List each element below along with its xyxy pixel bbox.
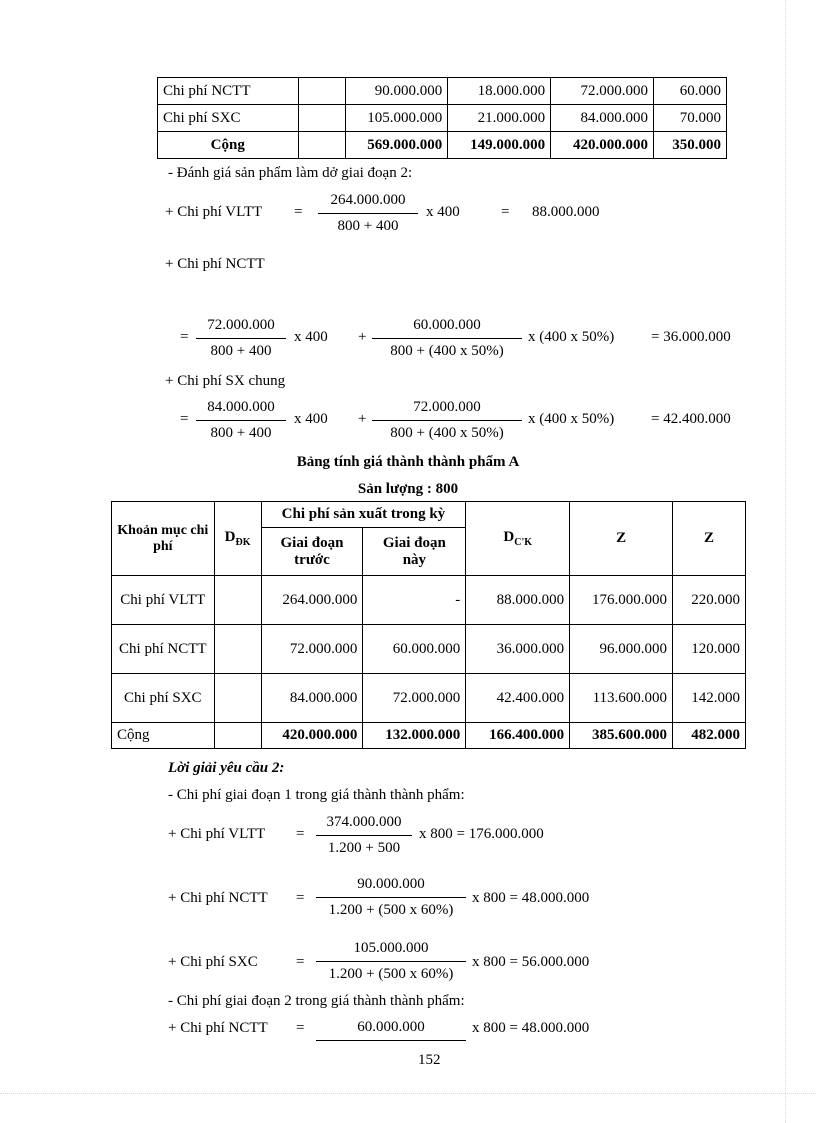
vltt-label: + Chi phí VLTT	[165, 204, 263, 220]
page-edge-right	[785, 0, 786, 1123]
table-row	[158, 78, 727, 105]
multiplier: x (400 x 50%)	[528, 411, 615, 427]
cell	[214, 625, 261, 674]
numerator: 72.000.000	[196, 317, 286, 339]
result: x 800 = 176.000.000	[419, 826, 544, 842]
numerator: 84.000.000	[196, 399, 286, 421]
header-gd-nay: Giai đoạn này	[363, 528, 466, 576]
cell: 166.400.000	[466, 723, 570, 749]
cell: 21.000.000	[448, 105, 551, 132]
cell: 120.000	[673, 625, 746, 674]
denominator: 1.200 + (500 x 60%)	[328, 902, 454, 918]
row-label: Chi phí SXC	[158, 105, 299, 132]
vltt2-label: + Chi phí VLTT	[168, 826, 266, 842]
page-edge-bottom	[0, 1093, 816, 1094]
denominator: 800 + (400 x 50%)	[390, 343, 504, 359]
equals-sign: =	[296, 1020, 305, 1036]
plus-sign: +	[358, 329, 367, 345]
multiplier: x 400	[426, 204, 460, 220]
cell: 350.000	[654, 132, 727, 159]
multiplier: x (400 x 50%)	[528, 329, 615, 345]
result: x 800 = 48.000.000	[472, 1020, 590, 1036]
cell: 105.000.000	[346, 105, 448, 132]
numerator: 374.000.000	[316, 814, 412, 836]
header-z-unit: Z	[673, 502, 746, 576]
numerator: 90.000.000	[316, 876, 466, 898]
page-number: 152	[418, 1052, 441, 1068]
denominator: 1.200 + 500	[327, 840, 401, 856]
equals-sign: =	[296, 826, 305, 842]
cell: 60.000	[654, 78, 727, 105]
cell: 72.000.000	[551, 78, 654, 105]
fraction	[372, 399, 522, 442]
cell: 72.000.000	[363, 674, 466, 723]
cell: 176.000.000	[570, 576, 673, 625]
result: x 800 = 56.000.000	[472, 954, 590, 970]
equals-sign: =	[296, 890, 305, 906]
multiplier: x 400	[294, 411, 328, 427]
result: x 800 = 48.000.000	[472, 890, 590, 906]
fraction	[372, 317, 522, 360]
section2-heading: Lời giải yêu cầu 2:	[168, 760, 285, 776]
fraction	[316, 940, 466, 983]
row-label: Cộng	[112, 723, 215, 749]
cell	[214, 576, 261, 625]
cell: 72.000.000	[261, 625, 363, 674]
denominator: 800 + 400	[337, 218, 399, 234]
sxc-label: + Chi phí SX chung	[165, 373, 286, 389]
plus-sign: +	[358, 411, 367, 427]
cost-table-subtitle: Sản lượng : 800	[357, 481, 459, 497]
table-row-total	[158, 132, 727, 159]
header-cpsx: Chi phí sản xuất trong kỳ	[261, 502, 466, 528]
header-dck: $D_{C'K}$	[466, 502, 570, 576]
cell: 96.000.000	[570, 625, 673, 674]
fraction	[196, 317, 286, 360]
cell: 36.000.000	[466, 625, 570, 674]
result: = 42.400.000	[651, 411, 731, 427]
cell	[214, 674, 261, 723]
fraction	[316, 876, 466, 919]
fraction	[318, 192, 418, 235]
numerator: 60.000.000	[372, 317, 522, 339]
cell: 149.000.000	[448, 132, 551, 159]
numerator: 72.000.000	[372, 399, 522, 421]
denominator: 800 + (400 x 50%)	[390, 425, 504, 441]
result: = 36.000.000	[651, 329, 731, 345]
cell: 84.000.000	[261, 674, 363, 723]
numerator: 264.000.000	[318, 192, 418, 214]
cell: 18.000.000	[448, 78, 551, 105]
multiplier: x 400	[294, 329, 328, 345]
denominator: 800 + 400	[210, 343, 272, 359]
cell: 90.000.000	[346, 78, 448, 105]
cell: -	[363, 576, 466, 625]
cell: 113.600.000	[570, 674, 673, 723]
header-z: Z	[570, 502, 673, 576]
cell: 132.000.000	[363, 723, 466, 749]
cost-table-title: Bảng tính giá thành thành phẩm A	[296, 454, 520, 470]
header-khoan-muc: Khoản mục chi phí	[112, 502, 215, 576]
equals-sign: =	[501, 204, 510, 220]
nctt-label: + Chi phí NCTT	[165, 256, 265, 272]
fraction	[316, 814, 412, 857]
fraction	[196, 399, 286, 442]
cell: 70.000	[654, 105, 727, 132]
row-label: Chi phí NCTT	[112, 625, 215, 674]
header-ddk: $D_{ĐK}$	[214, 502, 261, 576]
nctt3-label: + Chi phí NCTT	[168, 1020, 268, 1036]
result: 88.000.000	[532, 204, 600, 220]
equals-sign: =	[180, 411, 189, 427]
nctt2-label: + Chi phí NCTT	[168, 890, 268, 906]
cell: 264.000.000	[261, 576, 363, 625]
cost-table	[111, 501, 746, 749]
cell: 385.600.000	[570, 723, 673, 749]
table-row	[112, 576, 746, 625]
numerator: 105.000.000	[316, 940, 466, 962]
row-label: Chi phí SXC	[112, 674, 215, 723]
cell: 84.000.000	[551, 105, 654, 132]
cell: 42.400.000	[466, 674, 570, 723]
row-label: Chi phí NCTT	[158, 78, 299, 105]
cell: 142.000	[673, 674, 746, 723]
section-heading: - Đánh giá sản phẩm làm dở giai đoạn 2:	[168, 165, 413, 181]
cell: 420.000.000	[261, 723, 363, 749]
sxc2-label: + Chi phí SXC	[168, 954, 258, 970]
row-label: Cộng	[158, 132, 299, 159]
numerator: 60.000.000	[316, 1019, 466, 1041]
denominator: 800 + 400	[210, 425, 272, 441]
table-row	[112, 625, 746, 674]
fraction	[316, 1019, 466, 1041]
cell: 569.000.000	[346, 132, 448, 159]
cell: 88.000.000	[466, 576, 570, 625]
denominator: 1.200 + (500 x 60%)	[328, 966, 454, 982]
equals-sign: =	[296, 954, 305, 970]
equals-sign: =	[180, 329, 189, 345]
cell: 420.000.000	[551, 132, 654, 159]
header-gd-truoc: Giai đoạn trước	[261, 528, 363, 576]
equals-sign: =	[294, 204, 303, 220]
cell: 482.000	[673, 723, 746, 749]
top-cost-table	[157, 77, 727, 159]
stage2-heading: - Chi phí giai đoạn 2 trong giá thành thành phẩm:	[168, 993, 465, 1009]
cell: 60.000.000	[363, 625, 466, 674]
table-row	[158, 105, 727, 132]
stage1-heading: - Chi phí giai đoạn 1 trong giá thành thành phẩm:	[168, 787, 465, 803]
table-row-total	[112, 723, 746, 749]
row-label: Chi phí VLTT	[112, 576, 215, 625]
cell: 220.000	[673, 576, 746, 625]
table-row	[112, 674, 746, 723]
